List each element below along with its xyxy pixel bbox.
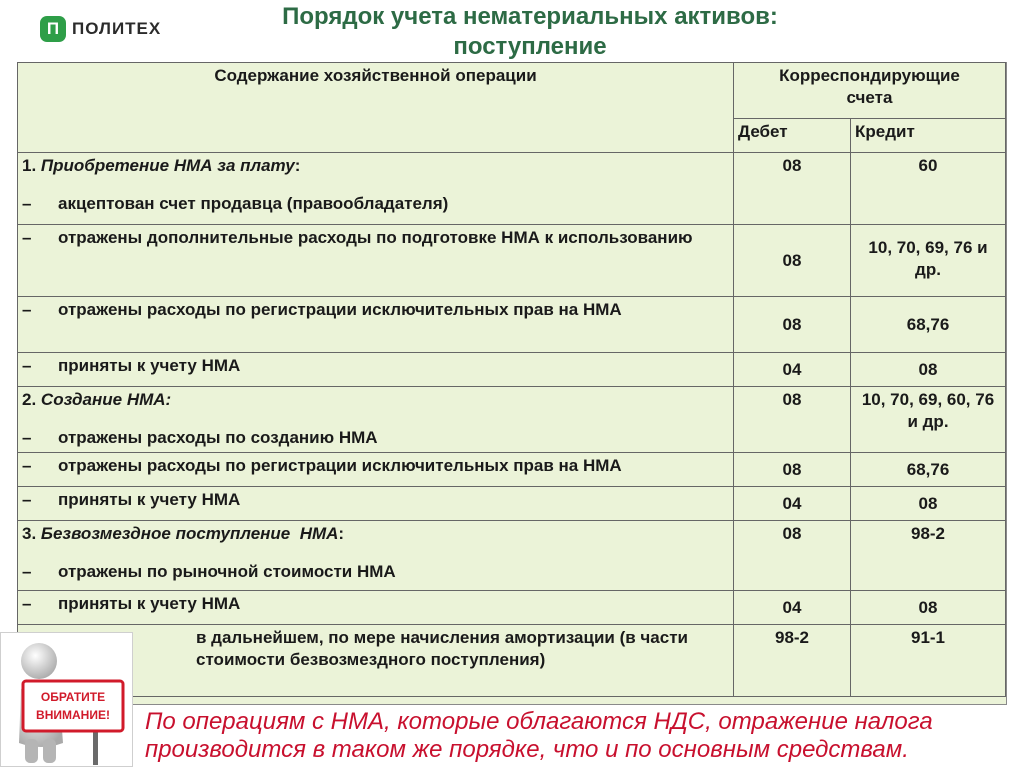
section-suffix: : [294,156,301,175]
operation-text: приняты к учету НМА [58,356,241,375]
table-row [18,625,1006,697]
attention-line1: ОБРАТИТЕ [40,690,106,704]
section-heading [22,523,729,545]
operation-cell [18,297,734,353]
operation-cell [18,353,734,387]
header-row [18,63,1006,119]
table-row [18,591,1006,625]
dash-marker: – [22,428,32,447]
section-number: 3. [22,524,37,543]
dash-marker: – [22,228,32,247]
table-row [18,353,1006,387]
credit-cell: 91-1 [851,625,1006,697]
operation-text: отражены расходы по созданию НМА [58,428,378,447]
table-row [18,153,1006,225]
debit-cell: 04 [734,487,851,521]
dash-marker: – [22,456,32,475]
operation-cell [18,225,734,297]
operation-cell [18,591,734,625]
debit-cell: 08 [734,453,851,487]
attention-line2: ВНИМАНИЕ! [36,708,110,722]
header-corresponding-accounts [734,63,1006,119]
table-row [18,225,1006,297]
header-corr-line1: Корреспондирующие [779,66,960,85]
section-heading [22,155,729,177]
operation-text: отражены дополнительные расходы по подготовке НМА к использованию [58,228,693,247]
table-row [18,387,1006,453]
credit-cell: 08 [851,487,1006,521]
logo [40,16,161,42]
page-title-line1: Порядок учета нематериальных активов: [282,3,778,30]
header-operation: Содержание хозяйственной операции [18,63,734,153]
logo-text: ПОЛИТЕХ [72,19,162,38]
logo-mark-icon: П [40,16,66,42]
operation-text: отражены по рыночной стоимости НМА [58,562,396,581]
section-title: Создание НМА: [40,390,172,409]
table-row [18,487,1006,521]
debit-cell: 98-2 [734,625,851,697]
credit-cell: 08 [851,353,1006,387]
table-row [18,521,1006,591]
dash-marker: – [22,490,32,509]
dash-marker: – [22,300,32,319]
section-suffix: : [338,524,345,543]
page-title-line2: поступление [453,33,607,60]
dash-marker: – [22,562,32,581]
debit-cell: 08 [734,387,851,453]
credit-cell: 60 [851,153,1006,225]
header-corr-line2: счета [846,88,893,107]
section-heading [22,389,729,411]
section-title: Безвозмездное поступление НМА [40,524,339,543]
credit-cell: 68,76 [851,453,1006,487]
operation-text: акцептован счет продавца (правообладателя) [58,194,449,213]
debit-cell: 08 [734,153,851,225]
person-with-sign-icon [1,633,132,766]
section-title: Приобретение НМА за плату [40,156,295,175]
debit-cell: 04 [734,353,851,387]
accounting-table [17,62,1006,697]
debit-cell: 08 [734,297,851,353]
operation-cell [18,487,734,521]
credit-cell: 10, 70, 69, 76 и др. [851,225,1006,297]
credit-cell: 98-2 [851,521,1006,591]
credit-cell: 08 [851,591,1006,625]
vat-note: По операциям с НМА, которые облагаются НДС, отражение налога производится в таком же порядке, что и по основным средствам. [145,708,933,763]
section-number: 2. [22,390,37,409]
operation-text: отражены расходы по регистрации исключительных прав на НМА [58,456,622,475]
operation-cell [18,153,734,225]
credit-cell: 10, 70, 69, 60, 76 и др. [851,387,1006,453]
debit-cell: 04 [734,591,851,625]
operation-cell [18,521,734,591]
operation-text: приняты к учету НМА [58,594,241,613]
header-credit: Кредит [851,119,1006,153]
table-row [18,297,1006,353]
operation-cell [18,387,734,453]
dash-marker: – [22,594,32,613]
operation-cell [18,453,734,487]
header-debit: Дебет [734,119,851,153]
operation-text: приняты к учету НМА [58,490,241,509]
attention-illustration [0,632,133,767]
operation-text: отражены расходы по регистрации исключительных прав на НМА [58,300,622,319]
dash-marker: – [22,356,32,375]
section-number: 1. [22,156,37,175]
credit-cell: 68,76 [851,297,1006,353]
debit-cell: 08 [734,225,851,297]
table-row [18,453,1006,487]
operation-text: в дальнейшем, по мере начисления амортизации (в части стоимости безвозмездного поступления) [196,628,688,669]
debit-cell: 08 [734,521,851,591]
page-title [250,2,810,62]
dash-marker: – [22,194,32,213]
